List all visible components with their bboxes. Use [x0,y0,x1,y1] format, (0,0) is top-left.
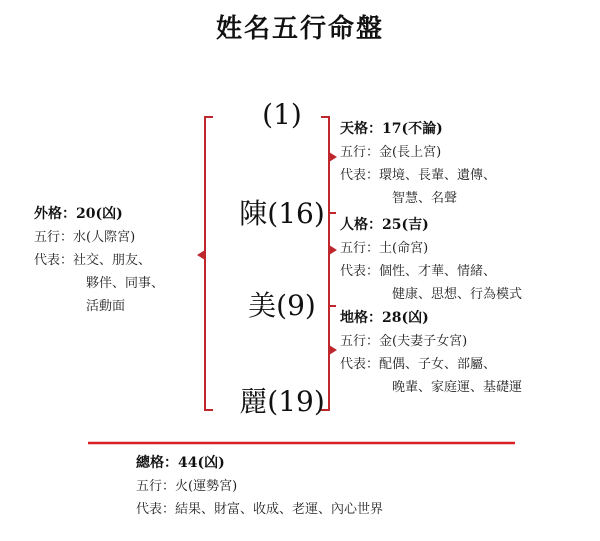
outer-head: 外格：20(凶) [34,206,123,222]
name-char-3: 美(9) [248,289,316,322]
di-head: 地格：28(凶) [340,310,429,326]
right-pointer-tian [329,152,337,162]
name-char-4: 麗(19) [239,385,325,418]
name-char-1 [222,98,342,131]
right-bracket [321,117,329,410]
strokes-1: (1) [262,98,302,131]
outer-rep-2: 夥伴、同事、 [86,276,165,291]
ren-element: 五行：土(命宮) [340,241,429,256]
di-rep-1: 代表：配偶、子女、部屬、 [340,357,497,372]
page-title: 姓名五行命盤 [215,14,384,44]
total-element: 五行：火(運勢宮) [136,479,238,494]
tian-rep-2: 智慧、名聲 [392,191,458,206]
left-bracket [205,117,213,410]
strokes-2: (16) [267,197,325,230]
tian-element: 五行：金(長上宮) [340,145,442,160]
right-pointer-ren [329,245,337,255]
ren-rep-2: 健康、思想、行為模式 [392,287,523,302]
right-pointer-di [329,345,337,355]
name-char-2: 陳(16) [239,197,325,230]
total-rep-1: 代表：結果、財富、收成、老運、內心世界 [136,502,384,517]
outer-rep-1: 代表：社交、朋友、 [34,253,152,268]
ren-rep-1: 代表：個性、才華、情緒、 [340,264,497,279]
tian-head: 天格：17(不論) [340,121,443,137]
ren-head: 人格：25(吉) [340,217,429,233]
tian-rep-1: 代表：環境、長輩、遺傳、 [340,168,497,183]
outer-element: 五行：水(人際宮) [34,230,136,245]
di-element: 五行：金(夫妻子女宮) [340,334,468,349]
outer-rep-3: 活動面 [86,299,126,314]
total-head: 總格：44(凶) [136,455,225,471]
left-bracket-pointer [197,250,205,260]
strokes-4: (19) [267,385,325,418]
strokes-3: (9) [276,289,316,322]
di-rep-2: 晚輩、家庭運、基礎運 [392,380,523,395]
